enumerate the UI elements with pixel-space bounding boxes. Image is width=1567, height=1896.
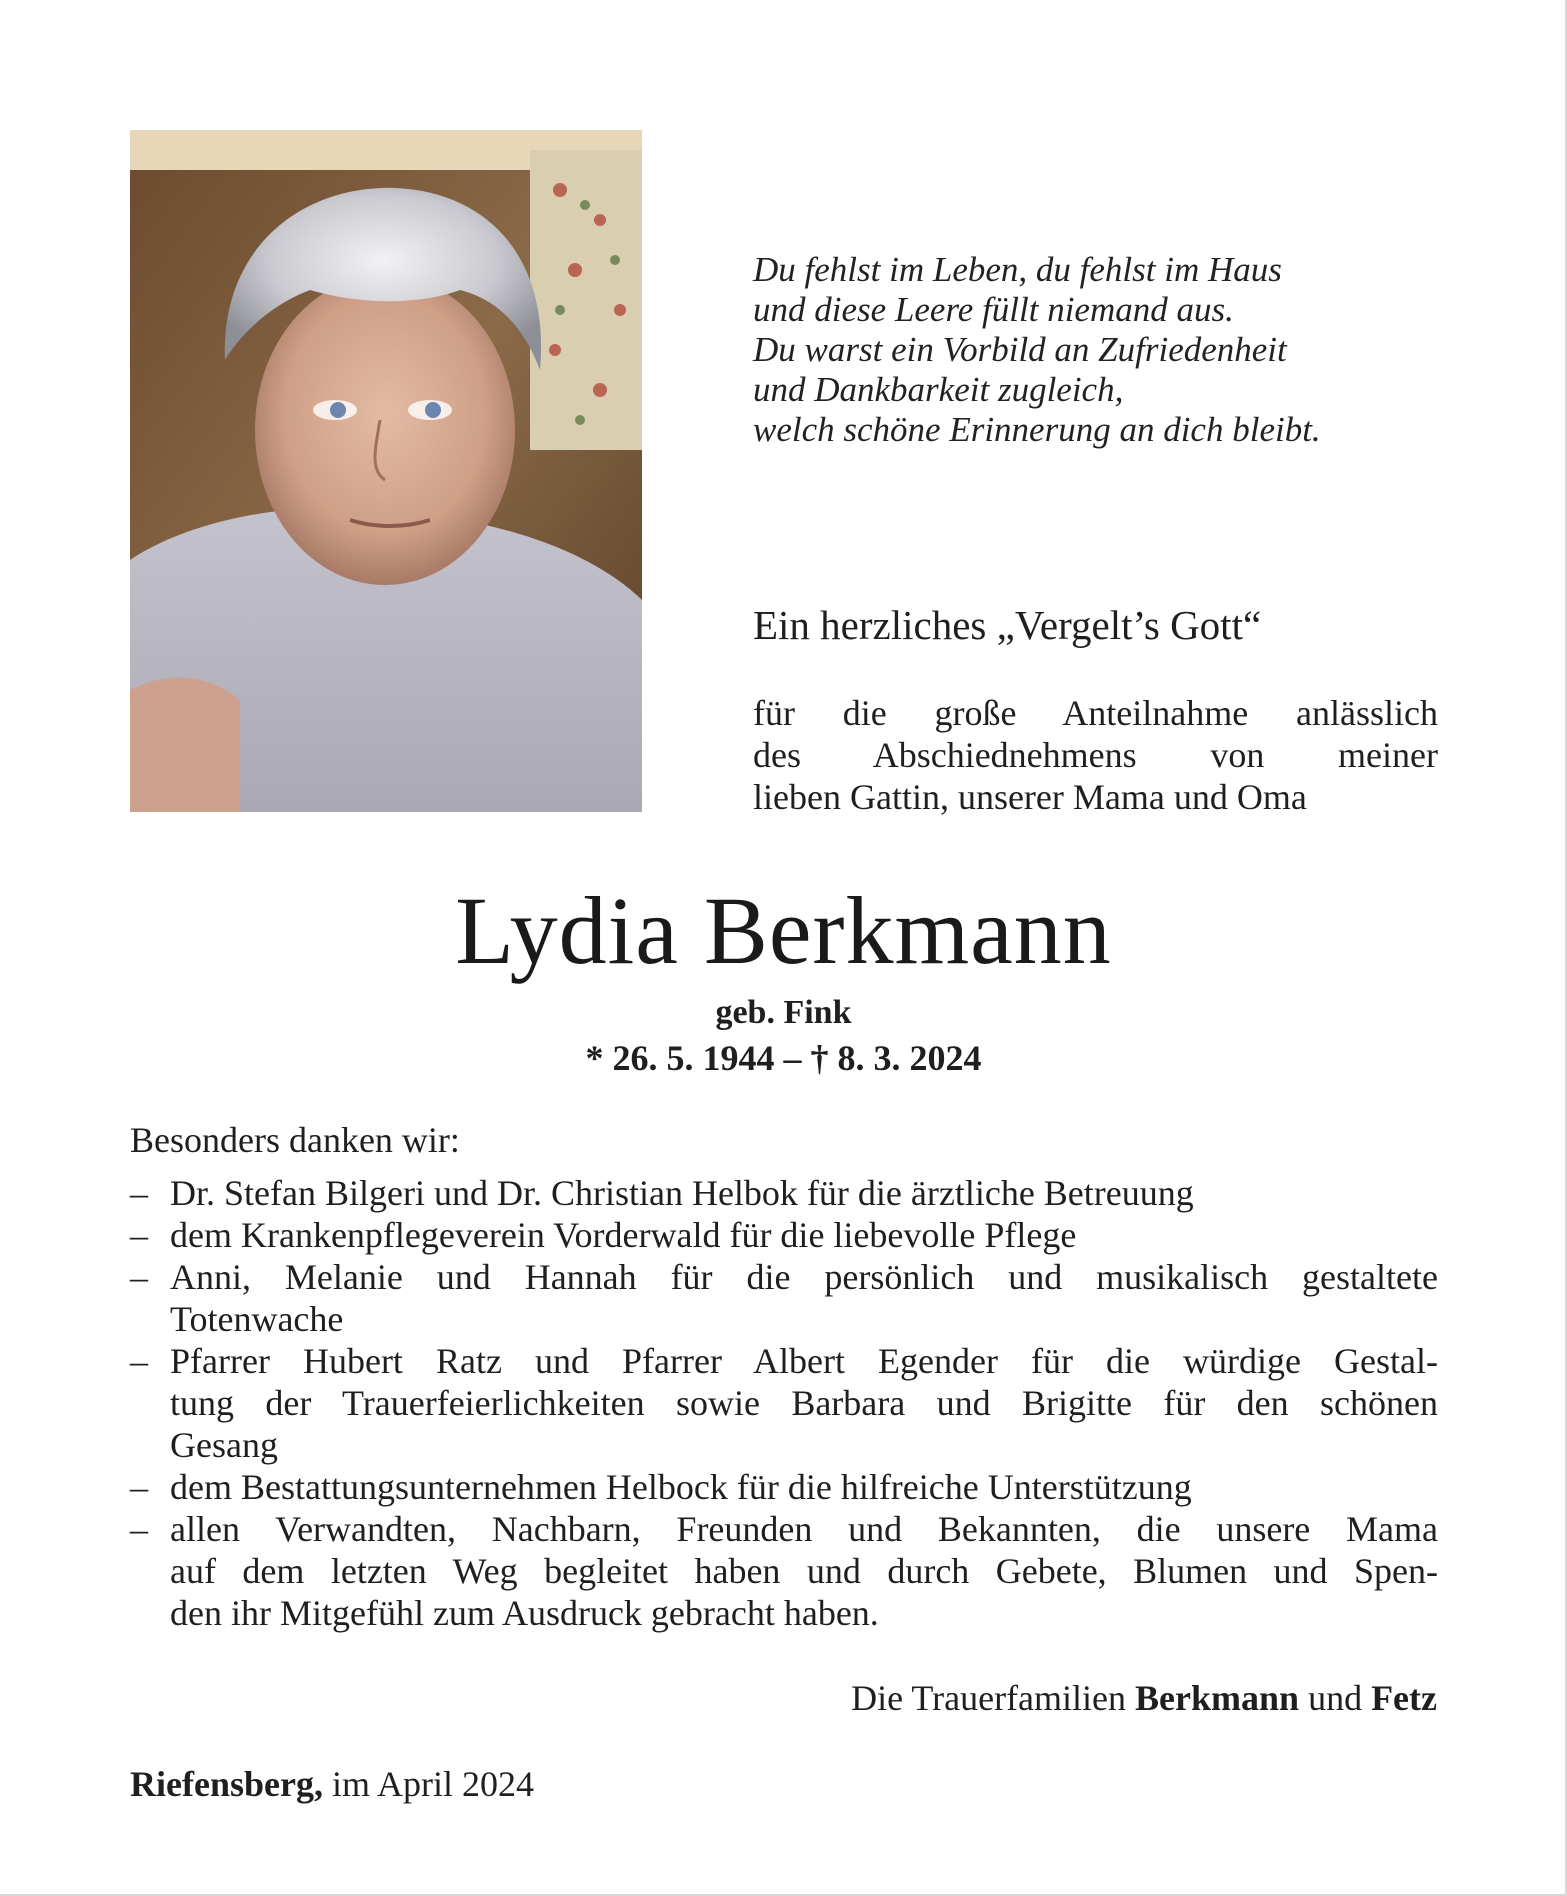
thanks-line: des Abschiednehmens von meiner (753, 735, 1438, 775)
poem-line: Du warst ein Vorbild an Zufriedenheit (753, 330, 1287, 369)
deceased-name: Lydia Berkmann (455, 877, 1112, 984)
list-item (130, 1340, 1438, 1466)
list-item-line: Totenwache (170, 1299, 344, 1339)
list-item (130, 1172, 1438, 1214)
family-name-1: Berkmann (1135, 1678, 1300, 1718)
list-dash: – (130, 1257, 148, 1297)
poem (753, 250, 1473, 450)
poem-line: und diese Leere füllt niemand aus. (753, 290, 1234, 329)
list-item (130, 1256, 1438, 1340)
list-item-line: den ihr Mitgefühl zum Ausdruck gebracht haben. (170, 1593, 879, 1633)
poem-line: welch schöne Erinnerung an dich bleibt. (753, 410, 1321, 449)
list-dash: – (130, 1215, 148, 1255)
place-town: Riefensberg, (130, 1764, 323, 1804)
list-dash: – (130, 1173, 148, 1213)
list-item (130, 1214, 1438, 1256)
place-date (130, 1762, 534, 1806)
family-name-2: Fetz (1371, 1678, 1437, 1718)
portrait-photo (130, 130, 642, 812)
poem-line: und Dankbarkeit zugleich, (753, 370, 1124, 409)
list-item-line: tung der Trauerfeierlichkeiten sowie Barbara und Brigitte für den schönen (170, 1383, 1438, 1423)
portrait-illustration (130, 130, 642, 812)
list-item-line: Pfarrer Hubert Ratz und Pfarrer Albert Egender für die würdige Gestal- (170, 1341, 1438, 1381)
thanks-line: lieben Gattin, unserer Mama und Oma (753, 777, 1307, 817)
list-item-line: auf dem letzten Weg begleitet haben und durch Gebete, Blumen und Spen- (170, 1551, 1438, 1591)
place-date-text: im April 2024 (331, 1764, 534, 1804)
signature-prefix: Die Trauerfamilien (851, 1678, 1127, 1718)
list-dash: – (130, 1341, 148, 1381)
list-item (130, 1466, 1438, 1508)
list-item-line: dem Krankenpflegeverein Vorderwald für die liebevolle Pflege (170, 1215, 1077, 1255)
special-thanks-intro: Besonders danken wir: (130, 1120, 460, 1160)
list-item-line: Dr. Stefan Bilgeri und Dr. Christian Helbok für die ärztliche Betreuung (170, 1173, 1194, 1213)
maiden-name: geb. Fink (715, 994, 852, 1031)
life-dates: * 26. 5. 1944 – † 8. 3. 2024 (585, 1038, 982, 1078)
thanks-line: für die große Anteilnahme anlässlich (753, 693, 1438, 733)
list-item-line: Anni, Melanie und Hannah für die persönlich und musikalisch gestaltete (170, 1257, 1438, 1297)
list-item-line: Gesang (170, 1425, 278, 1465)
signature-connector: und (1308, 1678, 1363, 1718)
list-dash: – (130, 1509, 148, 1549)
signature (851, 1676, 1437, 1720)
thanks-text (753, 692, 1438, 818)
list-dash: – (130, 1467, 148, 1507)
list-item-line: dem Bestattungsunternehmen Helbock für die hilfreiche Unterstützung (170, 1467, 1192, 1507)
special-thanks-list (130, 1172, 1438, 1634)
list-item (130, 1508, 1438, 1634)
list-item-line: allen Verwandten, Nachbarn, Freunden und Bekannten, die unsere Mama (170, 1509, 1438, 1549)
poem-line: Du fehlst im Leben, du fehlst im Haus (753, 250, 1282, 289)
thanks-heading: Ein herzliches „Vergelt’s Gott“ (753, 602, 1262, 648)
